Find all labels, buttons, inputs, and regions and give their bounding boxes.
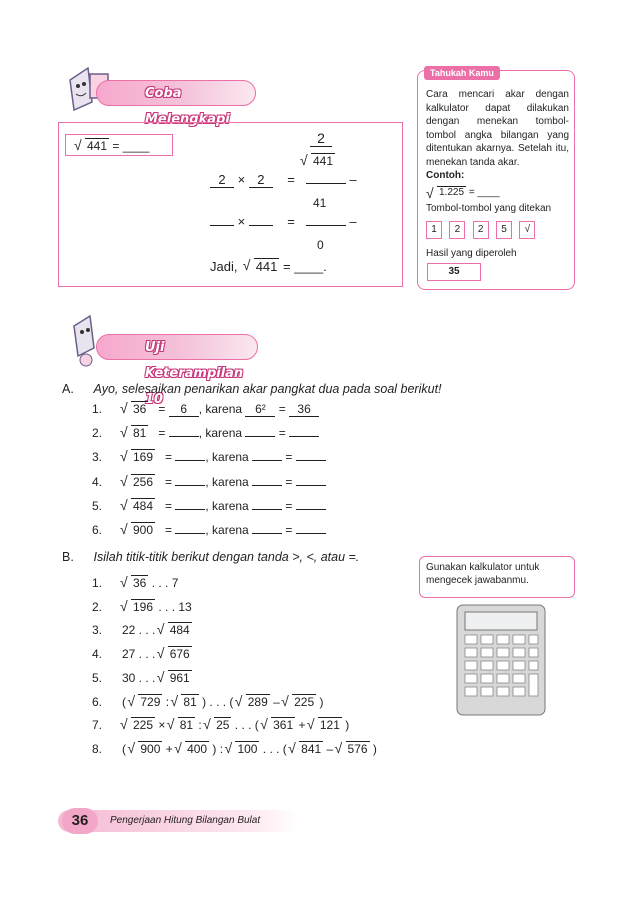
comparison-expression: ( √ 900 + √ 400 ) : √ 100 . . . ( √ 841 – √ 576 ) bbox=[122, 742, 377, 756]
section-b-item bbox=[92, 600, 192, 614]
key-5: 5 bbox=[496, 221, 512, 239]
sqrt-symbol: √ 81 bbox=[169, 718, 195, 732]
sqrt-symbol: √ 484 bbox=[122, 499, 155, 513]
sqrt-symbol: √ 900 bbox=[122, 523, 155, 537]
conclusion: Jadi, √ 441 = ____. bbox=[210, 259, 327, 274]
final-zero: 0 bbox=[317, 238, 324, 252]
remainder: 41 bbox=[313, 196, 327, 210]
sqrt-symbol: √ 441 bbox=[76, 139, 109, 153]
item-number: 3. bbox=[92, 450, 103, 465]
tahukah-header: Tahukah Kamu bbox=[424, 66, 500, 80]
answer-blank bbox=[175, 533, 205, 534]
reason-blank bbox=[252, 509, 282, 510]
sqrt-symbol: √ 361 bbox=[262, 718, 295, 732]
coba-title: Coba Melengkapi bbox=[145, 86, 230, 127]
section-a-item: 5.√ 484 = , karena = bbox=[92, 499, 326, 513]
sqrt-symbol: √ 36 bbox=[122, 576, 148, 590]
section-b-heading: B. Isilah titik-titik berikut dengan tanda >, <, atau =. bbox=[62, 550, 360, 564]
section-a-item: 4.√ 256 = , karena = bbox=[92, 475, 326, 489]
long-radicand: √ 441 bbox=[302, 154, 335, 168]
section-b-item bbox=[92, 647, 192, 661]
uji-title: Uji Keterampilan 10 bbox=[145, 340, 244, 407]
comparison-expression: 30 . . . √ 961 bbox=[122, 671, 192, 685]
item-number: 7. bbox=[92, 718, 103, 733]
section-a-item: 6.√ 900 = , karena = bbox=[92, 523, 326, 537]
step2: × = – bbox=[210, 214, 357, 229]
item-number: 1. bbox=[92, 402, 103, 416]
coba-banner bbox=[96, 80, 256, 127]
result-blank bbox=[296, 460, 326, 461]
section-b-item bbox=[92, 695, 324, 709]
blank bbox=[306, 183, 346, 184]
item-number: 1. bbox=[92, 576, 103, 590]
footer-title: Pengerjaan Hitung Bilangan Bulat bbox=[110, 815, 261, 826]
item-number: 5. bbox=[92, 498, 103, 513]
sqrt-symbol: √ 900 bbox=[129, 742, 162, 756]
key-sqrt: √ bbox=[519, 221, 535, 239]
item-number: 6. bbox=[92, 694, 103, 709]
section-a-item: 2.√ 81 = , karena = bbox=[92, 426, 319, 440]
answer-blank: 6 bbox=[169, 402, 199, 417]
answer-blank bbox=[169, 436, 199, 437]
result-blank: 36 bbox=[289, 402, 319, 417]
sqrt-symbol: √ 729 bbox=[129, 695, 162, 709]
item-number: 4. bbox=[92, 474, 103, 489]
item-number: 2. bbox=[92, 599, 103, 614]
sqrt-symbol: √ 400 bbox=[176, 742, 209, 756]
comparison-expression: √ 196 . . . 13 bbox=[122, 600, 192, 614]
key-2b: 2 bbox=[473, 221, 489, 239]
reason-blank: 6² bbox=[245, 402, 275, 417]
result-blank bbox=[296, 533, 326, 534]
sqrt-symbol: √ 961 bbox=[159, 671, 192, 685]
result-blank bbox=[296, 509, 326, 510]
sqrt-symbol: √ 484 bbox=[159, 623, 192, 637]
sqrt-symbol: √ 841 bbox=[290, 742, 323, 756]
section-b-item bbox=[92, 742, 377, 756]
answer-blank bbox=[175, 460, 205, 461]
sqrt-symbol: √ 256 bbox=[122, 475, 155, 489]
reason-blank bbox=[252, 533, 282, 534]
result-blank bbox=[289, 436, 319, 437]
comparison-expression: 27 . . . √ 676 bbox=[122, 647, 192, 661]
answer-blank bbox=[175, 509, 205, 510]
sqrt-symbol: √ 121 bbox=[309, 718, 342, 732]
sqrt-symbol: √ 676 bbox=[159, 647, 192, 661]
result-box: 35 bbox=[427, 263, 481, 281]
result-label: Hasil yang diperoleh bbox=[426, 248, 517, 259]
key-2: 2 bbox=[449, 221, 465, 239]
item-number: 8. bbox=[92, 741, 103, 756]
sqrt-symbol: √ 225 bbox=[122, 718, 155, 732]
item-number: 2. bbox=[92, 426, 103, 441]
coba-problem: √ 441 = ____ bbox=[76, 139, 149, 153]
section-a-item: 3.√ 169 = , karena = bbox=[92, 450, 326, 464]
comparison-expression: √ 36 . . . 7 bbox=[122, 576, 178, 590]
section-b-item bbox=[92, 671, 192, 685]
sqrt-symbol: √ 81 bbox=[172, 695, 198, 709]
item-number: 4. bbox=[92, 647, 103, 662]
section-b-item bbox=[92, 576, 178, 590]
calculator-icon bbox=[455, 603, 547, 717]
sqrt-symbol: √ 25 bbox=[205, 718, 231, 732]
result-blank bbox=[296, 485, 326, 486]
calculator-note: Gunakan kalkulator untuk mengecek jawabanmu. bbox=[426, 562, 540, 586]
reason-blank bbox=[245, 436, 275, 437]
sqrt-symbol: √ 169 bbox=[122, 450, 155, 464]
reason-blank bbox=[252, 460, 282, 461]
item-number: 5. bbox=[92, 670, 103, 685]
key-1: 1 bbox=[426, 221, 442, 239]
comparison-expression: ( √ 729 : √ 81 ) . . . ( √ 289 – √ 225 ) bbox=[122, 695, 324, 709]
sqrt-symbol: √ 289 bbox=[237, 695, 270, 709]
sqrt-symbol: √ 225 bbox=[283, 695, 316, 709]
sqrt-symbol: √ 576 bbox=[337, 742, 370, 756]
item-number: 3. bbox=[92, 623, 103, 638]
section-b-item bbox=[92, 718, 349, 732]
section-a-heading: A. Ayo, selesaikan penarikan akar pangkat dua pada soal berikut! bbox=[62, 382, 442, 396]
item-number: 6. bbox=[92, 523, 103, 537]
section-a-item: 1.√ 36 = 6 , karena 6² = 36 bbox=[92, 402, 319, 417]
reason-blank bbox=[252, 485, 282, 486]
step1: 2 × 2 = – bbox=[210, 172, 357, 188]
long-division: 2 bbox=[310, 130, 332, 147]
tahukah-example: √ 1.225 = ____ bbox=[428, 187, 500, 198]
answer-blank bbox=[175, 485, 205, 486]
section-b-item bbox=[92, 623, 192, 637]
uji-banner bbox=[96, 334, 258, 407]
comparison-expression: 22 . . . √ 484 bbox=[122, 623, 192, 637]
calculator-buttons bbox=[426, 221, 539, 239]
page-number: 36 bbox=[62, 808, 98, 834]
buttons-label: Tombol-tombol yang ditekan bbox=[426, 203, 552, 214]
sqrt-symbol: √ 81 bbox=[122, 426, 148, 440]
comparison-expression: √ 225 × √ 81 : √ 25 . . . ( √ 361 + √ 121 ) bbox=[122, 718, 349, 732]
tahukah-body: Cara mencari akar dengan kalkulator dapat dilakukan dengan menekan tombol-tombol angka bilangan yang ditentukan akarnya. Setelah itu, menekan tanda akar. Contoh: bbox=[426, 89, 569, 181]
sqrt-symbol: √ 36 bbox=[122, 402, 148, 416]
sqrt-symbol: √ 196 bbox=[122, 600, 155, 614]
sqrt-symbol: √ 100 bbox=[226, 742, 259, 756]
